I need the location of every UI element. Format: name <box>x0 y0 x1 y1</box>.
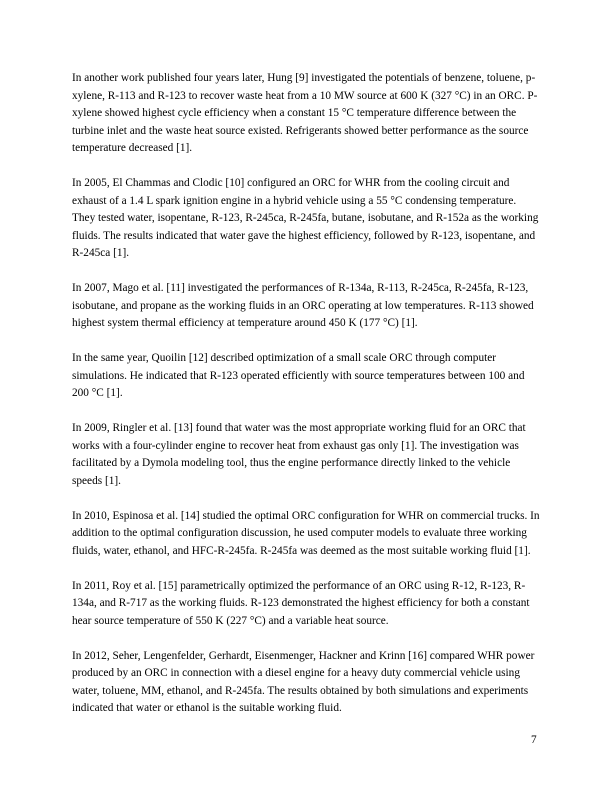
paragraph-ringler: In 2009, Ringler et al. [13] found that water was the most appropriate working fluid for an ORC that works with a four-cylinder engine to recover heat from exhaust gas only [1]. The investigation was facilitated by a Dymola modeling tool, thus the engine performance directly linked to the vehicle speeds [1]. <box>72 422 526 487</box>
paragraph-quoilin: In the same year, Quoilin [12] described optimization of a small scale ORC through computer simulations. He indicated that R-123 operated efficiently with source temperatures between 100 and 200 °C [1]. <box>72 352 525 399</box>
paragraph-el-chammas: In 2005, El Chammas and Clodic [10] configured an ORC for WHR from the cooling circuit and exhaust of a 1.4 L spark ignition engine in a hybrid vehicle using a 55 °C condensing temperature. They tested water, isopentane, R-123, R-245ca, R-245fa, butane, isobutane, and R-152a as the working fluids. The results indicated that water gave the highest efficiency, followed by R-123, isopentane, and R-245ca [1]. <box>72 177 539 259</box>
paragraph-hung: In another work published four years later, Hung [9] investigated the potentials of benzene, toluene, p-xylene, R-113 and R-123 to recover waste heat from a 10 MW source at 600 K (327 °C) in an ORC. P-xylene showed highest cycle efficiency when a constant 15 °C temperature difference between the turbine inlet and the waste heat source existed. Refrigerants showed better performance as the source temperature decreased [1]. <box>72 72 538 154</box>
page-number: 7 <box>531 734 537 746</box>
paragraph-seher: In 2012, Seher, Lengenfelder, Gerhardt, Eisenmenger, Hackner and Krinn [16] compared WHR power produced by an ORC in connection with a diesel engine for a heavy duty commercial vehicle using water, toluene, MM, ethanol, and R-245fa. The results obtained by both simulations and experiments indicated that water or ethanol is the suitable working fluid. <box>72 649 535 714</box>
paragraph-espinosa: In 2010, Espinosa et al. [14] studied the optimal ORC configuration for WHR on commercial trucks. In addition to the optimal configuration discussion, he used computer models to evaluate three working fluids, water, ethanol, and HFC-R-245fa. R-245fa was deemed as the most suitable working fluid [1]. <box>72 509 540 557</box>
paragraph-mago: In 2007, Mago et al. [11] investigated the performances of R-134a, R-113, R-245ca, R-245fa, R-123, isobutane, and propane as the working fluids in an ORC operating at low temperatures. R-113 showed highest system thermal efficiency at temperature around 450 K (177 °C) [1]. <box>72 282 534 329</box>
paragraph-roy: In 2011, Roy et al. [15] parametrically optimized the performance of an ORC using R-12, R-123, R-134a, and R-717 as the working fluids. R-123 demonstrated the highest efficiency for both a constant hear source temperature of 550 K (227 °C) and a variable heat source. <box>72 579 530 627</box>
body-text <box>72 70 542 735</box>
